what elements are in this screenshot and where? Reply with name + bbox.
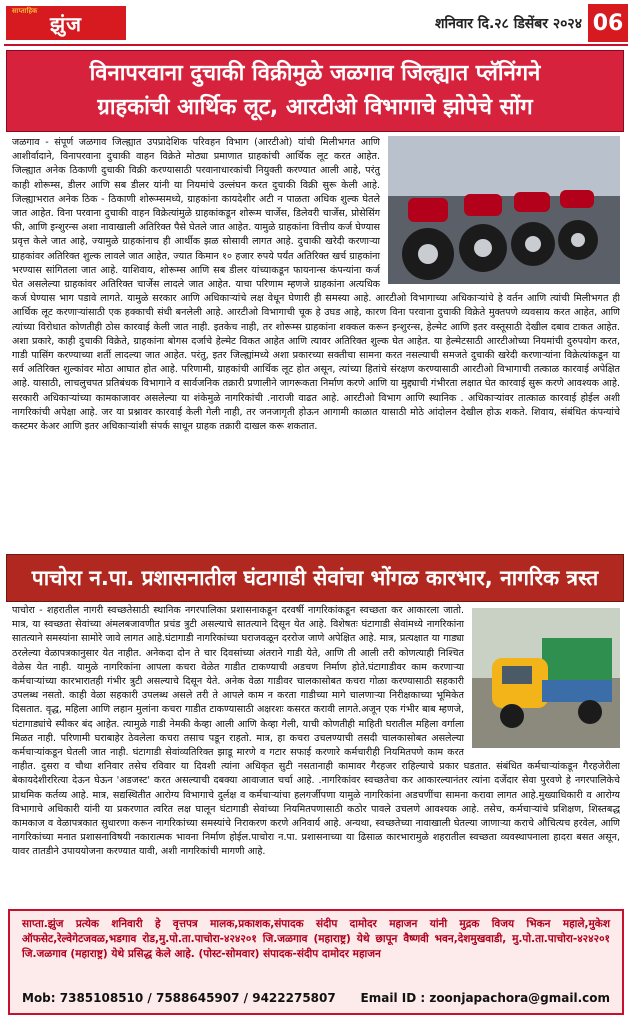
article1-text: जळगाव - संपूर्ण जळगाव जिल्ह्यात उपप्रादेशिक परिवहन विभाग (आरटीओ) यांची मिलीभगत आणि आशीर्वादाने, विनापरवाना दुचाकी वाहन विक्रेते मोठ्या प्रमाणात ग्राहकांची आर्थिक लूट करत आहेत. जिल्ह्यात अनेक ठिकाणी दुचाकी विक्री करण्यासाठी परवानाधारकांची नियुक्ती करण्यात आली आहे, परंतु काही शोरूम्स, डीलर आणि सब डीलर यांनी या नियमांचे उल्लंघन करत दुचाकी विक्री सुरू केली आहे. जिल्ह्याभरात अनेक ठिक - ठिकाणी शोरूम्समध्ये, ग्राहकांना कायदेशीर अटी न पाळता अधिक शुल्क घेतले जात आहेत. विना परवाना दुचाकी वाहन विक्रेत्यांमुळे ग्राहकांकडून शोरूम चार्जेस, डिलेवरी चार्जेस, प्रोसेसिंग फी, आणि इन्शुरन्स अशा नावाखाली अतिरिक्त पैसे घेतले जात आहेत. यामुळे ग्राहकांना वित्तीय कर्ज घेण्यास प्रवृत्त केले जात आहे, ज्यामुळे ग्राहकांनाच ही आर्थीक झळ सोसावी लागत आहे. दुचाकी खरेदी करणाऱ्या ग्राहकांवर अतिरिक्त शुल्क लावले जात आहेत, ज्यात किमान १० हजार रुपये पर्यंत अतिरिक्त खर्च ग्राहकांना भरण्यास सांगितला जात आहे. याशिवाय, शोरूम्स आणि सब डीलर यांच्याकडून फायनान्स कंपन्यांना कर्ज घेत असलेल्या ग्राहकांवर अतिरिक्त चार्जेस लादले जात आहेत. याचा परिणाम म्हणजे ग्राहकांना अत्यधिक कर्ज घेण्यास भाग पडावे लागते. यामुळे सरकार आणि अधिकाऱ्यांचे लक्ष वेधून घेणारी ही समस्या आहे. आरटीओ विभागाच्या अधिकाऱ्यांचे हे वर्तन आणि त्यांची मिलीभगत ही आर्थिक लूट करणाऱ्यांसाठी एक हक्काची संधी बनलेली आहे. आरटीओ विभागाची चूक हे उघड आहे, कारण विना परवाना दुचाकी विक्रेते मुक्तपणे व्यवसाय करत आहेत, आणि त्यांच्या विरोधात कोणतीही ठोस कारवाई केली जात नाही. इतकेच नाही, तर शोरूम्स ग्राहकांना शक्कल करून इन्शुरन्स, हेल्मेट आणि इतर वस्तूसाठी देखील दबाव टाकत आहेत. अशा प्रकारे, काही दुचाकी विक्रेते, ग्राहकांना बोगस दर्जाचे हेल्मेट विकत आहेत आणि त्यावर अतिरिक्त शुल्क घेत आहेत. या हेल्मेटसाठी आरटीओच्या नियमांची दुरुपयोग करत, गाडी पासिंग करण्याच्या शर्ती लादल्या जात आहेत. परंतु, इतर जिल्ह्यांमध्ये अशा प्रकारच्या सक्तीचा सामना करत नसल्याची समजते दुचाकी खरेदी करणाऱ्यांना विक्रेत्यांकडून या सर्व अतिरिक्त शुल्कांवर मोठा आघात होत आहे. परिणामी, ग्राहकांची आर्थिक लूट होत असून, त्यांच्या हितांचे संरक्षण करण्यासाठी आरटीओ विभागाची तत्काळ कारवाई अपेक्षित आहे. यासाठी, लाचलुचपत प्रतिबंधक विभागाने व सार्वजनिक तक्रारी प्रणालीने जागरूकता निर्माण करणे आणि या मुद्द्याची गंभीरता लक्षात घेत कारवाई सुरू करणे आवश्यक आहे. सरकारी अधिकाऱ्यांच्या कामकाजावर असलेल्या या शंकेमुळे नागरिकांची .नाराजी वाढत आहे. आरटीओ विभाग आणि स्थानिक . अधिकाऱ्यांवर तात्काळ कारवाई होईल अशी नागरिकांची अपेक्षा आहे. जर या प्रश्नावर कारवाई केली गेली नाही, तर जनजागृती होऊन आगामी काळात यासाठी मोठे आंदोलन देखील होऊ शकते. शिवाय, संबंधित कंपन्यांचे कस्टमर केअर आणि इतर अधिकाऱ्यांशी संपर्क साधून ग्राहक तक्रारी दाखल करू शकतात. bbox=[12, 137, 620, 433]
article1-headline bbox=[6, 50, 624, 132]
article1-headline-line1: विनापरवाना दुचाकी विक्रीमुळे जळगाव जिल्ह्यात प्लॅनिंगने bbox=[89, 61, 541, 86]
garbage-vehicle-illustration bbox=[472, 608, 620, 748]
article2-headline-text: पाचोरा न.पा. प्रशासनातील घंटागाडी सेवांचा भोंगळ कारभार, नागरिक त्रस्त bbox=[31, 566, 599, 590]
page-number: 06 bbox=[588, 4, 628, 42]
newspaper-logo bbox=[6, 6, 126, 40]
mobile-numbers: Mob: 7385108510 / 7588645907 / 9422275807 bbox=[22, 991, 336, 1005]
logo-tagline: साप्ताहिक bbox=[12, 7, 38, 15]
email-address: Email ID : zoonjapachora@gmail.com bbox=[360, 991, 610, 1005]
garbage-auto-rickshaw-photo bbox=[472, 608, 620, 748]
logo-title: झुंज bbox=[50, 11, 82, 36]
imprint-box bbox=[8, 909, 624, 1015]
issue-date: शनिवार दि.२८ डिसेंबर २०२४ bbox=[434, 16, 582, 32]
imprint-text: साप्ता.झुंज प्रत्येक शनिवारी हे वृत्तपत्र मालक,प्रकाशक,संपादक संदीप दामोदर महाजन यांनी मुद्रक विजय भिकन महाले,मुकेश ऑफसेट,रेल्वेगेटजवळ,भडगाव रोड,मु.पो.ता.पाचोरा-४२४२०१ जि.जळगाव (महाराष्ट्र) येथे छापून वैष्णवी भवन,देशमुखवाडी, मु.पो.ता.पाचोरा-४२४२०१ जि.जळगाव (महाराष्ट्र) येथे प्रसिद्ध केले आहे. (पोस्ट-सोमवार) संपादक-संदीप दामोदर महाजन bbox=[22, 918, 610, 960]
article2-body bbox=[12, 604, 620, 904]
motorcycles-illustration bbox=[388, 136, 620, 284]
article1-headline-line2: ग्राहकांची आर्थिक लूट, आरटीओ विभागाचे झोपेचे सोंग bbox=[97, 95, 533, 120]
contact-line bbox=[22, 991, 610, 1007]
newspaper-page bbox=[4, 4, 628, 1020]
masthead bbox=[4, 4, 628, 46]
article2-headline bbox=[6, 554, 624, 602]
parked-motorcycles-photo bbox=[388, 136, 620, 284]
article2-text: पाचोरा - शहरातील नागरी स्वच्छतेसाठी स्थानिक नगरपालिका प्रशासनाकडून दरवर्षी नागरिकांकडून स्वच्छता कर आकारला जातो. मात्र, या स्वच्छता सेवांच्या अंमलबजावणीत प्रचंड त्रुटी असल्याचे सातत्याने दिसून येत आहे. विशेषतः घंटागाडी सेवांमध्ये नागरिकांना सातत्याने समस्यांना सामोरे जावे लागत आहे.घंटागाडी नागरिकांच्या घराजवळून दररोज जाणे अपेक्षित आहे. मात्र, प्रत्यक्षात या गाड्या ठरलेल्या वेळापत्रकानुसार येत नाहीत. अनेकदा दोन ते चार दिवसांच्या अंतराने गाडी येते, आणि ती आली तरी कोणत्याही निश्चित वेळेस येत नाही. यामुळे नागरिकांना आपला कचरा वेळेत गाडीत टाकण्याची अडचण निर्माण होते.घंटागाडीवर काम करणाऱ्या कर्मचाऱ्यांच्या कारभारातही गंभीर त्रुटी असल्याचे दिसून येते. अनेक वेळा गाडीवर चालकासोबत कचरा गोळा करण्यासाठी सहकारी उपलब्ध नसतो. काही वेळा सहकारी उपलब्ध असले तरी ते आपले काम न करता गाडीच्या मागे चालणाऱ्या निरीक्षकाच्या भूमिकेत दिसतात. वृद्ध, महिला आणि लहान मुलांना कचरा गाडीत टाकण्यासाठी अक्षरशः कसरत करावी लागते.अजून एक गंभीर बाब म्हणजे, घंटागाड्यांचे स्पीकर बंद आहेत. त्यामुळे गाडी नेमकी केव्हा आली आणि केव्हा गेली, याची कोणतीही माहिती घरातील महिला वर्गाला मिळत नाही. परिणामी घराबाहेर ठेवलेला कचरा तसाच पडून राहतो. मात्र, हा कचरा उचलण्याची तसदी चालकासोबत असलेल्या कर्मचाऱ्यांकडून घेतली जात नाही. घंटागाडी सेवांव्यतिरिक्त झाडू मारणे व गटार सफाई करणारे कर्मचारीही नियमितपणे काम करत नाहीत. दुसरा व चौथा शनिवार तसेच रविवार या दिवशी त्यांना अधिकृत सुटी नसतानाही कामावर गैरहजर राहिल्याचे प्रकार घडतात. संबंधित कर्मचाऱ्यांकडून गैरहजेरीला बेकायदेशीररित्या देऊन घेऊन 'अडजस्ट' करत असल्याची दबक्या आवाजात चर्चा आहे. .नागरिकांवर स्वच्छतेचा कर आकारल्यानंतर त्यांना दर्जेदार सेवा पुरवणे हे नगरपालिकेचे प्राथमिक कर्तव्य आहे. मात्र, सद्यस्थितीत आरोग्य विभागाचे दुर्लक्ष व कर्मचाऱ्यांचा हलगर्जीपणा यामुळे नागरिकांना अडचणींचा सामना करावा लागत आहे.मुख्याधिकारी व आरोग्य विभागाचे अधिकारी यांनी या प्रकरणात त्वरित लक्ष घालून घंटागाडी सेवांच्या नियमितपणासाठी कठोर पावले उचलणे आवश्यक आहे. तसेच, कर्मचाऱ्यांचे प्रशिक्षण, शिस्तबद्ध कामकाज व वेळापत्रकात सुधारणा करून नागरिकांच्या समस्यांचे निराकरण करणे अनिवार्य आहे. अन्यथा, स्वच्छतेच्या नावाखाली घेतल्या जाणाऱ्या कराचे औचित्यच हरवेल, आणि नागरिकांच्या मनात प्रशासनाविषयी नकारात्मक भावना निर्माण होईल.पाचोरा न.पा. प्रशासनाच्या या ढिसाळ कारभारामुळे शहरातील स्वच्छता व्यवस्थापनाला हादरा बसत असून, यावर तातडीने उपाययोजना करण्यात यावी, अशी नागरिकांची मागणी आहे. bbox=[12, 605, 620, 858]
article1-body bbox=[12, 136, 620, 548]
